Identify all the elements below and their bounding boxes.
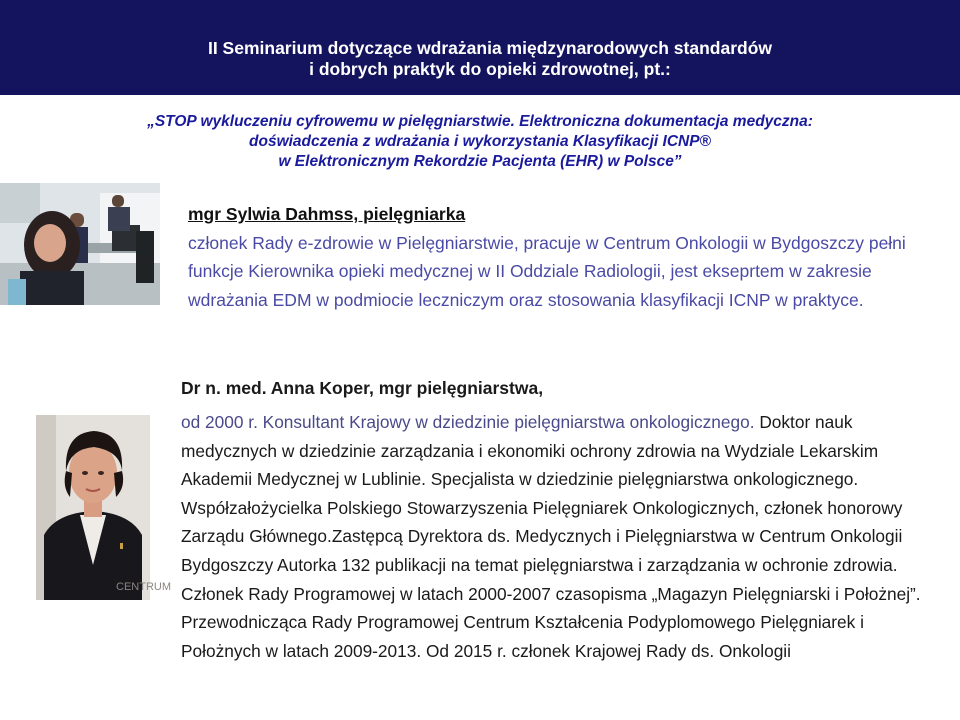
bio-sylwia-dahmss [188,200,928,314]
bio1-text: członek Rady e-zdrowie w Pielęgniarstwie, pracuje w Centrum Onkologii w Bydgoszczy pełni funkcje Kierownika opieki medycznej w II Oddziale Radiologii, jest ekseprtem w zakresie wdrażania EDM w podmiocie leczniczym oraz stosowania klasyfikacji ICNP w praktyce. [188,232,906,310]
photo2-caption: CENTRUM [116,581,171,593]
photo-office-scene [0,183,160,305]
portrait-photo-anna-koper [36,415,171,600]
portrait-photo-sylwia-dahmss [0,183,160,305]
banner-title-line2: i dobrych praktyk do opieki zdrowotnej, pt.: [309,59,671,79]
bio2-text-part1: od 2000 r. Konsultant Krajowy w dziedzinie pielęgniarstwa onkologicznego. [181,412,755,432]
header-banner [0,0,960,95]
subtitle-line1: „STOP wykluczeniu cyfrowemu w pielęgniarstwie. Elektroniczna dokumentacja medyczna: [147,113,813,130]
bio-anna-koper [181,408,941,665]
subtitle-line3: w Elektronicznym Rekordzie Pacjenta (EHR) w Polsce” [278,153,682,170]
banner-title-line1: II Seminarium dotyczące wdrażania międzynarodowych standardów [207,38,773,58]
seminar-subtitle [40,112,920,172]
bio1-name: mgr Sylwia Dahmss, pielęgniarka [188,204,466,224]
subtitle-line2: doświadczenia z wdrażania i wykorzystania Klasyfikacji ICNP® [249,133,711,150]
bio2-name: Dr n. med. Anna Koper, mgr pielęgniarstwa, [181,378,544,398]
banner-title [60,38,920,80]
bio2-text-part2: Doktor nauk medycznych w dziedzinie zarządzania i ekonomiki ochrony zdrowia na Wydziale Lekarskim Akademii Medycznej w Lublinie. Specjalista w dziedzinie pielęgniarstwa onkologicznego. Współzałożycielka Polskiego Stowarzyszenia Pielęgniarek Onkologicznych, członek honorowy Zarządu Głównego.Zastępcą Dyrektora ds. Medycznych i Pielęgniarstwa w Centrum Onkologii Bydgoszczy Autorka 132 publikacji na temat pielęgniarstwa i zarządzania w ochronie zdrowia. Członek Rady Programowej w latach 2000-2007 czasopisma „Magazyn Pielęgniarski i Położnej”. Przewodnicząca Rady Programowej Centrum Kształcenia Podyplomowego Pielęgniarek i Położnych w latach 2009-2013. Od 2015 r. członek Krajowej Rady ds. Onkologii [181,412,921,661]
photo-portrait [36,415,150,600]
